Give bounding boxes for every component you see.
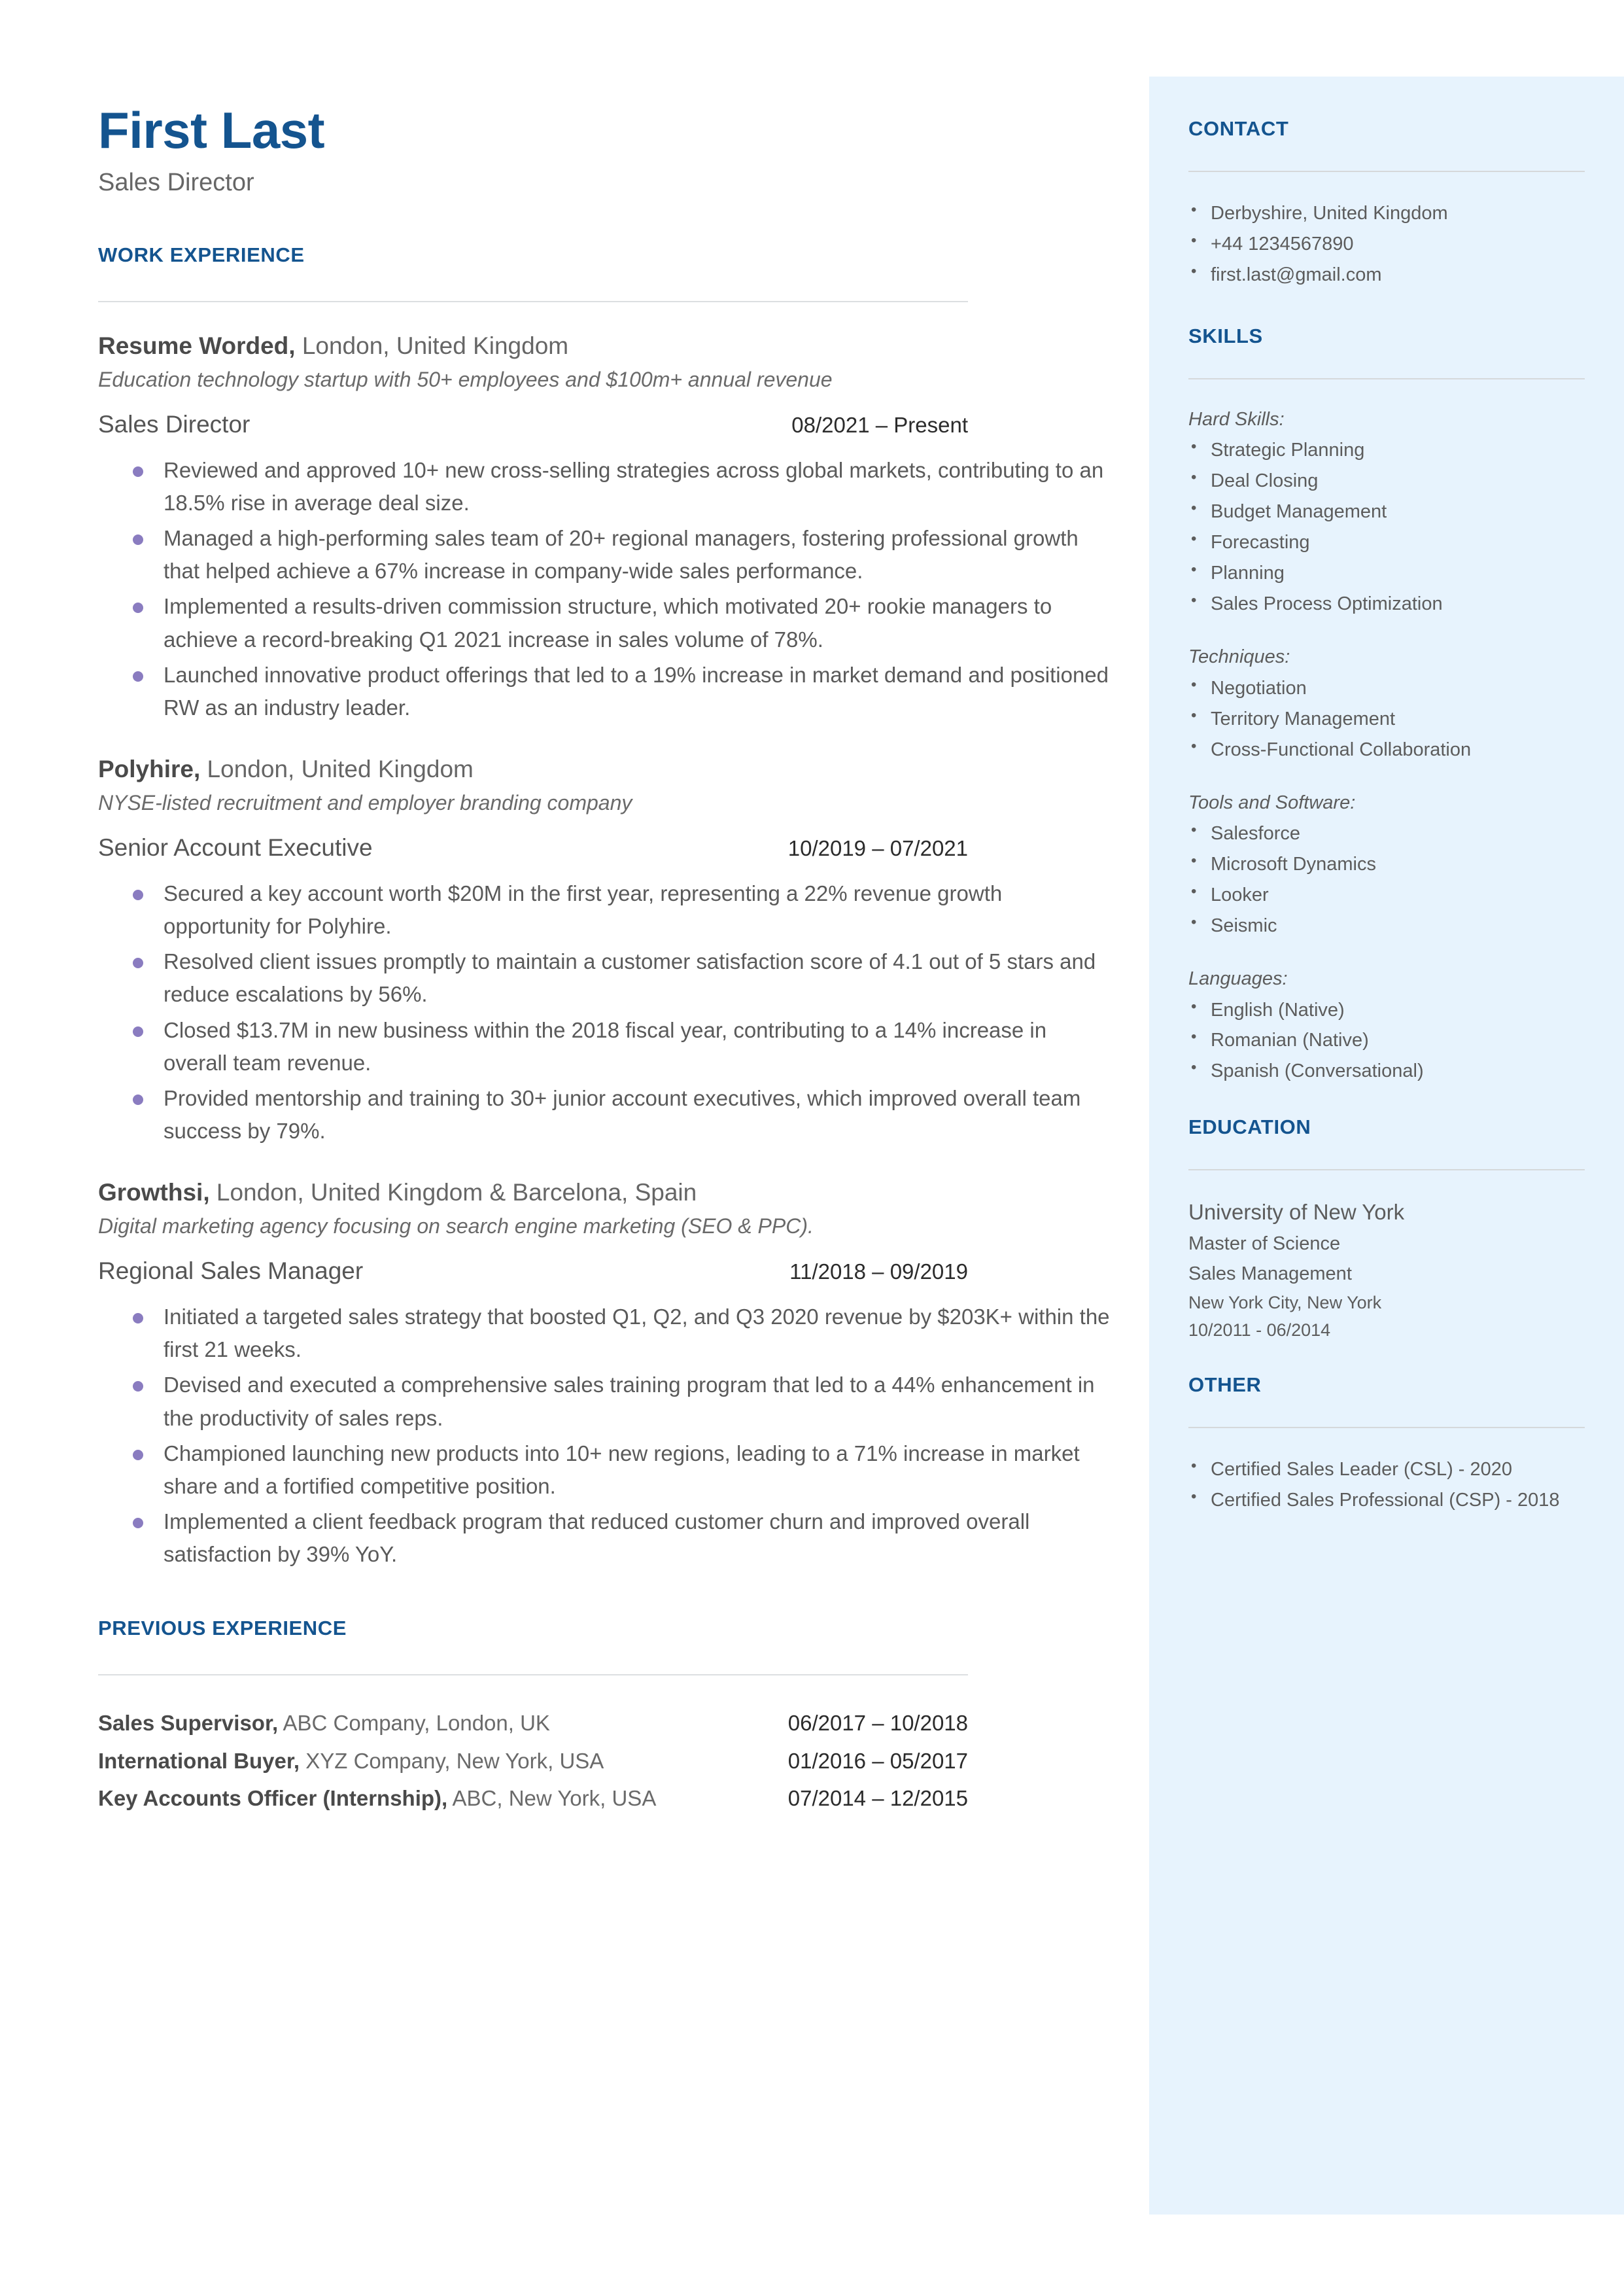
skill-group	[1188, 406, 1585, 620]
previous-experience-section	[98, 1617, 1118, 1815]
previous-experience-left	[98, 1745, 604, 1778]
job-role-title: Senior Account Executive	[98, 833, 373, 861]
previous-experience-detail: XYZ Company, New York, USA	[300, 1748, 604, 1773]
skill-group	[1188, 643, 1585, 765]
job-company-name: Polyhire,	[98, 756, 201, 783]
education-entry	[1188, 1197, 1585, 1344]
job-bullet: Championed launching new products into 10+ new regions, leading to a 71% increase in market share and a fortified competitive position.	[98, 1437, 1112, 1503]
job-role-row	[98, 1257, 968, 1285]
work-experience-entry	[98, 331, 1118, 724]
section-title-work-experience: WORK EXPERIENCE	[98, 243, 305, 266]
skill-item: • Forecasting	[1188, 527, 1585, 558]
education-field: Sales Management	[1188, 1263, 1352, 1285]
section-title-contact: CONTACT	[1188, 117, 1289, 140]
other-list	[1188, 1454, 1585, 1516]
job-company-location: London, United Kingdom	[295, 332, 569, 359]
section-title-other: OTHER	[1188, 1373, 1262, 1396]
skill-group	[1188, 789, 1585, 941]
education-dates: 10/2011 - 06/2014	[1188, 1320, 1331, 1340]
other-item: • Certified Sales Leader (CSL) - 2020	[1188, 1454, 1585, 1485]
spacer-education-other	[1188, 1344, 1585, 1373]
skill-item: • Seismic	[1188, 911, 1585, 941]
main-column	[98, 101, 1118, 1820]
skill-group-label: Techniques:	[1188, 646, 1290, 668]
job-role-dates: 10/2019 – 07/2021	[787, 835, 968, 860]
education-school: University of New York	[1188, 1200, 1405, 1225]
section-divider-education	[1188, 1169, 1585, 1170]
job-company-description: NYSE-listed recruitment and employer branding company	[98, 791, 632, 815]
skills-list	[1188, 406, 1585, 1087]
job-bullet-list	[98, 454, 1118, 724]
previous-experience-row	[98, 1707, 968, 1740]
previous-experience-left	[98, 1707, 550, 1740]
job-bullet: Closed $13.7M in new business within the 2018 fiscal year, contributing to a 14% increase in overall team revenue.	[98, 1014, 1112, 1079]
skill-item: • English (Native)	[1188, 995, 1585, 1026]
previous-experience-title: Sales Supervisor,	[98, 1711, 279, 1736]
previous-experience-left	[98, 1782, 656, 1815]
job-bullet: Reviewed and approved 10+ new cross-selling strategies across global markets, contributing to an 18.5% rise in average deal size.	[98, 454, 1112, 519]
skill-item: • Romanian (Native)	[1188, 1025, 1585, 1056]
section-divider-previous-experience	[98, 1674, 968, 1675]
job-role-title: Sales Director	[98, 410, 251, 438]
job-role-title: Regional Sales Manager	[98, 1257, 364, 1285]
section-title-previous-experience: PREVIOUS EXPERIENCE	[98, 1617, 347, 1640]
section-title-skills: SKILLS	[1188, 324, 1263, 347]
job-bullet: Resolved client issues promptly to maintain a customer satisfaction score of 4.1 out of 5 stars and reduce escalations by 56%.	[98, 945, 1112, 1011]
education-location: New York City, New York	[1188, 1292, 1382, 1312]
work-experience-list	[98, 331, 1118, 1571]
section-divider-skills	[1188, 378, 1585, 379]
skill-item: • Spanish (Conversational)	[1188, 1056, 1585, 1087]
sidebar	[1149, 77, 1624, 2215]
skill-item-list	[1188, 818, 1585, 941]
job-bullet: Launched innovative product offerings that led to a 19% increase in market demand and positioned RW as an industry leader.	[98, 659, 1112, 724]
job-bullet: Secured a key account worth $20M in the first year, representing a 22% revenue growth opportunity for Polyhire.	[98, 877, 1112, 943]
skill-item: • Planning	[1188, 558, 1585, 589]
previous-experience-dates: 07/2014 – 12/2015	[787, 1786, 968, 1811]
skill-item: • Territory Management	[1188, 704, 1585, 735]
contact-list	[1188, 198, 1585, 290]
section-divider-work-experience	[98, 301, 968, 302]
skill-group-label: Tools and Software:	[1188, 792, 1356, 813]
skill-item: • Budget Management	[1188, 497, 1585, 527]
contact-item: • first.last@gmail.com	[1188, 260, 1585, 290]
skill-item: • Sales Process Optimization	[1188, 589, 1585, 620]
skill-group-label: Hard Skills:	[1188, 408, 1285, 430]
previous-experience-row	[98, 1745, 968, 1778]
skill-item-list	[1188, 673, 1585, 765]
job-bullet-list	[98, 1301, 1118, 1571]
work-experience-entry	[98, 754, 1118, 1148]
work-experience-entry	[98, 1178, 1118, 1571]
spacer-contact-skills	[1188, 290, 1585, 324]
previous-experience-dates: 01/2016 – 05/2017	[787, 1748, 968, 1773]
contact-item: • Derbyshire, United Kingdom	[1188, 198, 1585, 229]
skill-item: • Negotiation	[1188, 673, 1585, 704]
job-company-line	[98, 1178, 1118, 1208]
job-bullet-list	[98, 877, 1118, 1148]
skill-item: • Strategic Planning	[1188, 435, 1585, 466]
skill-item: • Microsoft Dynamics	[1188, 849, 1585, 880]
previous-experience-title: Key Accounts Officer (Internship),	[98, 1786, 448, 1811]
job-company-description: Digital marketing agency focusing on search engine marketing (SEO & PPC).	[98, 1214, 814, 1238]
skill-item-list	[1188, 995, 1585, 1087]
previous-experience-detail: ABC, New York, USA	[447, 1786, 657, 1811]
job-role-dates: 11/2018 – 09/2019	[789, 1259, 968, 1284]
section-title-education: EDUCATION	[1188, 1115, 1311, 1139]
job-bullet: Implemented a client feedback program that reduced customer churn and improved overall satisfaction by 39% YoY.	[98, 1505, 1112, 1571]
candidate-name: First Last	[98, 101, 325, 159]
education-degree: Master of Science	[1188, 1233, 1341, 1255]
job-role-row	[98, 834, 968, 862]
skill-group	[1188, 965, 1585, 1087]
job-bullet: Provided mentorship and training to 30+ junior account executives, which improved overall team success by 79%.	[98, 1082, 1112, 1148]
skill-item-list	[1188, 435, 1585, 620]
job-company-location: London, United Kingdom	[200, 756, 474, 783]
skill-item: • Cross-Functional Collaboration	[1188, 735, 1585, 765]
previous-experience-title: International Buyer,	[98, 1748, 300, 1773]
previous-experience-detail: ABC Company, London, UK	[278, 1711, 550, 1736]
job-bullet: Initiated a targeted sales strategy that boosted Q1, Q2, and Q3 2020 revenue by $203K+ within the first 21 weeks.	[98, 1301, 1112, 1366]
job-bullet: Devised and executed a comprehensive sales training program that led to a 44% enhancement in the productivity of sales reps.	[98, 1369, 1112, 1434]
job-bullet: Implemented a results-driven commission structure, which motivated 20+ rookie managers to achieve a record-breaking Q1 2021 increase in sales volume of 78%.	[98, 590, 1112, 656]
candidate-title: Sales Director	[98, 169, 254, 196]
job-bullet: Managed a high-performing sales team of 20+ regional managers, fostering professional growth that helped achieve a 67% increase in company-wide sales performance.	[98, 522, 1112, 587]
other-item: • Certified Sales Professional (CSP) - 2018	[1188, 1485, 1585, 1516]
skill-item: • Deal Closing	[1188, 466, 1585, 497]
job-company-line	[98, 331, 1118, 361]
previous-experience-row	[98, 1782, 968, 1815]
job-company-description: Education technology startup with 50+ employees and $100m+ annual revenue	[98, 368, 833, 392]
job-company-line	[98, 754, 1118, 784]
job-company-name: Resume Worded,	[98, 332, 296, 359]
previous-experience-dates: 06/2017 – 10/2018	[787, 1711, 968, 1736]
spacer-skills-education	[1188, 1087, 1585, 1115]
section-divider-other	[1188, 1427, 1585, 1428]
skill-item: • Looker	[1188, 880, 1585, 911]
previous-experience-list	[98, 1707, 1118, 1815]
skill-item: • Salesforce	[1188, 818, 1585, 849]
job-company-location: London, United Kingdom & Barcelona, Spain	[209, 1179, 697, 1206]
job-role-dates: 08/2021 – Present	[791, 412, 968, 437]
skill-group-label: Languages:	[1188, 968, 1288, 989]
job-role-row	[98, 411, 968, 438]
section-divider-contact	[1188, 171, 1585, 172]
contact-item: • +44 1234567890	[1188, 229, 1585, 260]
job-company-name: Growthsi,	[98, 1179, 210, 1206]
